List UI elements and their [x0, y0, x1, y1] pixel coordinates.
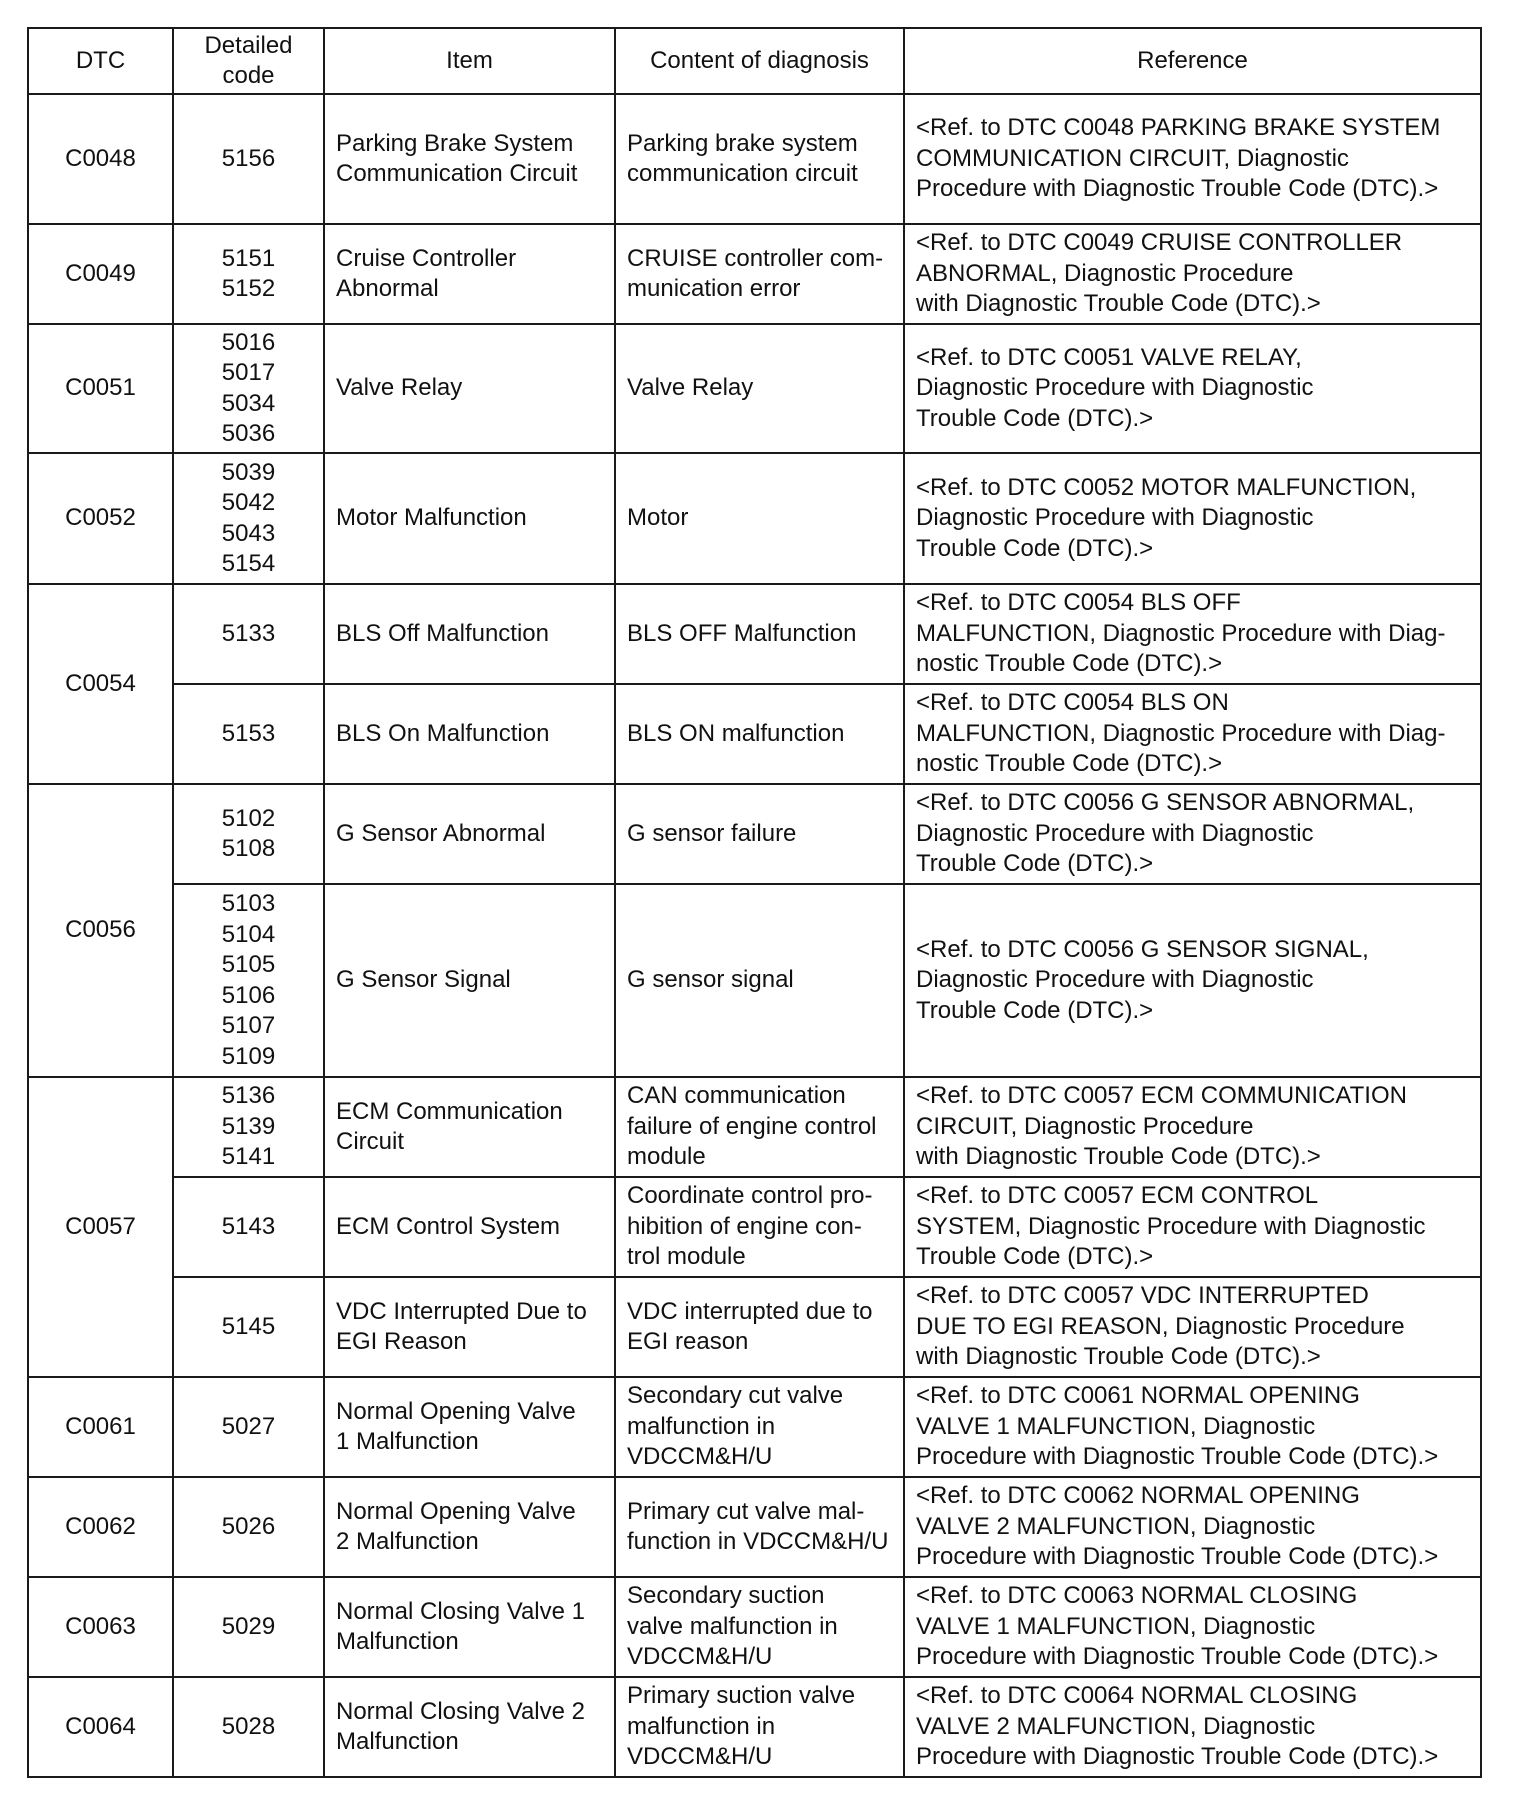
reference-cell-line: COMMUNICATION CIRCUIT, Diagnostic [916, 144, 1349, 172]
item-cell [324, 784, 615, 884]
item-cell-line: G Sensor Signal [336, 966, 511, 994]
content-cell-line: VDC interrupted due to [627, 1297, 873, 1325]
detailed-code-cell [173, 453, 324, 584]
content-cell [615, 1377, 904, 1477]
table-row [28, 1577, 1481, 1677]
detailed-code-cell-line: 5029 [221, 1612, 276, 1640]
reference-cell-line: VALVE 2 MALFUNCTION, Diagnostic [916, 1512, 1316, 1540]
item-cell-line: G Sensor Abnormal [336, 819, 546, 847]
reference-cell [904, 1377, 1481, 1477]
reference-cell-line: <Ref. to DTC C0057 ECM CONTROL [916, 1182, 1319, 1210]
dtc-cell: C0056 [28, 784, 173, 1077]
reference-cell [904, 1577, 1481, 1677]
content-cell [615, 1577, 904, 1677]
content-cell-line: Coordinate control pro- [627, 1182, 873, 1210]
detailed-code-cell-line: 5109 [221, 1042, 276, 1070]
header-dtc: DTC [28, 28, 173, 94]
detailed-code-cell [173, 884, 324, 1077]
reference-cell-line: Trouble Code (DTC).> [916, 996, 1154, 1024]
reference-cell-line: VALVE 2 MALFUNCTION, Diagnostic [916, 1712, 1316, 1740]
item-cell [324, 684, 615, 784]
detailed-code-cell-line: 5153 [221, 719, 276, 747]
header-item: Item [324, 28, 615, 94]
item-cell [324, 1577, 615, 1677]
reference-cell [904, 224, 1481, 324]
reference-cell-line: <Ref. to DTC C0049 CRUISE CONTROLLER [916, 229, 1403, 257]
detailed-code-cell-line: 5152 [221, 275, 276, 302]
content-cell-line: BLS ON malfunction [627, 719, 845, 747]
table-body [28, 94, 1481, 1777]
item-cell-line: Cruise Controller [336, 244, 517, 272]
reference-cell [904, 1277, 1481, 1377]
detailed-code-cell-line: 5151 [221, 244, 276, 272]
table-row [28, 884, 1481, 1077]
reference-cell [904, 584, 1481, 684]
content-cell-line: Secondary cut valve [627, 1382, 844, 1410]
content-cell-line: valve malfunction in [627, 1612, 838, 1640]
reference-cell-line: Diagnostic Procedure with Diagnostic [916, 819, 1314, 847]
detailed-code-cell-line: 5016 [221, 328, 276, 356]
detailed-code-cell-line: 5036 [221, 420, 276, 447]
content-cell-line: VDCCM&H/U [627, 1643, 773, 1671]
content-cell-line: Valve Relay [627, 374, 754, 402]
content-cell [615, 684, 904, 784]
dtc-cell: C0051 [28, 324, 173, 453]
table-row [28, 1177, 1481, 1277]
detailed-code-cell [173, 1677, 324, 1777]
item-cell [324, 1377, 615, 1477]
table-row [28, 1277, 1481, 1377]
header-detailed-code [173, 28, 324, 94]
item-cell [324, 884, 615, 1077]
detailed-code-cell-line: 5156 [221, 144, 276, 172]
item-cell [324, 1277, 615, 1377]
detailed-code-cell [173, 1277, 324, 1377]
reference-cell-line: Procedure with Diagnostic Trouble Code (DTC).> [916, 1643, 1439, 1671]
detailed-code-cell-line: 5105 [221, 951, 276, 978]
item-cell-line: BLS On Malfunction [336, 719, 550, 747]
detailed-code-cell-line: 5139 [221, 1112, 276, 1140]
header-row [28, 28, 1481, 94]
detailed-code-cell [173, 684, 324, 784]
reference-cell [904, 1177, 1481, 1277]
dtc-cell: C0049 [28, 224, 173, 324]
reference-cell-line: MALFUNCTION, Diagnostic Procedure with Diag- [916, 619, 1446, 647]
detailed-code-cell [173, 324, 324, 453]
content-cell-line: G sensor signal [627, 966, 794, 994]
content-cell-line: Primary suction valve [627, 1682, 856, 1710]
detailed-code-cell-line: 5154 [221, 550, 276, 577]
detailed-code-cell-line: 5017 [221, 359, 276, 386]
table-row [28, 1677, 1481, 1777]
content-cell-line: VDCCM&H/U [627, 1743, 773, 1771]
reference-cell-line: Procedure with Diagnostic Trouble Code (DTC).> [916, 1443, 1439, 1471]
reference-cell-line: VALVE 1 MALFUNCTION, Diagnostic [916, 1612, 1316, 1640]
reference-cell-line: Trouble Code (DTC).> [916, 404, 1154, 432]
detailed-code-cell [173, 1077, 324, 1177]
detailed-code-cell [173, 94, 324, 224]
detailed-code-cell-line: 5039 [221, 458, 276, 486]
reference-cell-line: nostic Trouble Code (DTC).> [916, 650, 1223, 678]
detailed-code-cell [173, 784, 324, 884]
content-cell-line: VDCCM&H/U [627, 1443, 773, 1471]
reference-cell-line: Trouble Code (DTC).> [916, 1243, 1154, 1271]
table-row [28, 1377, 1481, 1477]
reference-cell-line: <Ref. to DTC C0057 VDC INTERRUPTED [916, 1282, 1369, 1310]
content-cell [615, 1277, 904, 1377]
item-cell [324, 94, 615, 224]
item-cell-line: Circuit [336, 1128, 405, 1155]
detailed-code-cell [173, 1477, 324, 1577]
content-cell [615, 324, 904, 453]
dtc-table [27, 27, 1482, 1778]
content-cell [615, 453, 904, 584]
item-cell [324, 224, 615, 324]
detailed-code-cell [173, 1577, 324, 1677]
detailed-code-cell-line: 5034 [221, 389, 276, 417]
table-row [28, 784, 1481, 884]
item-cell [324, 1177, 615, 1277]
reference-cell-line: Procedure with Diagnostic Trouble Code (DTC).> [916, 1543, 1439, 1571]
detailed-code-cell-line: 5043 [221, 519, 276, 547]
reference-cell [904, 453, 1481, 584]
content-cell-line: Parking brake system [627, 129, 858, 157]
header-detailed-code-line: Detailed [204, 31, 293, 59]
table-row [28, 324, 1481, 453]
item-cell [324, 453, 615, 584]
reference-cell-line: <Ref. to DTC C0056 G SENSOR SIGNAL, [916, 935, 1369, 963]
detailed-code-cell [173, 224, 324, 324]
dtc-cell: C0063 [28, 1577, 173, 1677]
item-cell-line: ECM Communication [336, 1097, 563, 1125]
reference-cell-line: DUE TO EGI REASON, Diagnostic Procedure [916, 1312, 1405, 1340]
reference-cell-line: <Ref. to DTC C0057 ECM COMMUNICATION [916, 1082, 1407, 1110]
content-cell-line: Primary cut valve mal- [627, 1497, 865, 1525]
header-detailed-code-line: code [222, 62, 275, 89]
reference-cell-line: <Ref. to DTC C0054 BLS ON [916, 689, 1229, 717]
reference-cell-line: with Diagnostic Trouble Code (DTC).> [916, 290, 1321, 318]
reference-cell-line: <Ref. to DTC C0061 NORMAL OPENING [916, 1382, 1360, 1410]
item-cell-line: Communication Circuit [336, 160, 578, 187]
header-reference: Reference [904, 28, 1481, 94]
reference-cell-line: with Diagnostic Trouble Code (DTC).> [916, 1143, 1321, 1171]
detailed-code-cell-line: 5026 [221, 1512, 276, 1540]
reference-cell-line: Procedure with Diagnostic Trouble Code (DTC).> [916, 175, 1439, 203]
item-cell-line: EGI Reason [336, 1328, 467, 1355]
reference-cell-line: VALVE 1 MALFUNCTION, Diagnostic [916, 1412, 1316, 1440]
reference-cell-line: Trouble Code (DTC).> [916, 850, 1154, 878]
content-cell [615, 1077, 904, 1177]
item-cell-line: Normal Closing Valve 1 [336, 1597, 585, 1625]
detailed-code-cell-line: 5042 [221, 489, 276, 516]
table-row [28, 94, 1481, 224]
reference-cell-line: Diagnostic Procedure with Diagnostic [916, 374, 1314, 402]
content-cell [615, 1477, 904, 1577]
table-row [28, 684, 1481, 784]
content-cell-line: Motor [627, 504, 689, 532]
reference-cell-line: SYSTEM, Diagnostic Procedure with Diagnostic [916, 1212, 1426, 1240]
table-row [28, 453, 1481, 584]
content-cell-line: EGI reason [627, 1328, 749, 1355]
item-cell-line: Malfunction [336, 1728, 459, 1755]
detailed-code-cell-line: 5133 [221, 619, 276, 647]
content-cell [615, 584, 904, 684]
dtc-cell: C0057 [28, 1077, 173, 1377]
detailed-code-cell-line: 5102 [221, 804, 276, 832]
dtc-cell: C0062 [28, 1477, 173, 1577]
reference-cell-line: nostic Trouble Code (DTC).> [916, 750, 1223, 778]
reference-cell [904, 884, 1481, 1077]
detailed-code-cell-line: 5143 [221, 1212, 276, 1240]
detailed-code-cell-line: 5136 [221, 1082, 276, 1110]
dtc-cell: C0052 [28, 453, 173, 584]
reference-cell [904, 1677, 1481, 1777]
dtc-cell: C0064 [28, 1677, 173, 1777]
reference-cell-line: with Diagnostic Trouble Code (DTC).> [916, 1343, 1321, 1371]
detailed-code-cell [173, 1177, 324, 1277]
content-cell [615, 1177, 904, 1277]
reference-cell-line: ABNORMAL, Diagnostic Procedure [916, 259, 1294, 287]
item-cell-line: Valve Relay [336, 374, 463, 402]
content-cell-line: malfunction in [627, 1712, 776, 1740]
content-cell [615, 884, 904, 1077]
item-cell [324, 584, 615, 684]
reference-cell-line: <Ref. to DTC C0054 BLS OFF [916, 589, 1241, 617]
reference-cell [904, 324, 1481, 453]
item-cell-line: Motor Malfunction [336, 504, 527, 532]
detailed-code-cell-line: 5104 [221, 920, 276, 948]
reference-cell-line: Diagnostic Procedure with Diagnostic [916, 966, 1314, 994]
content-cell-line: munication error [627, 275, 801, 302]
content-cell-line: G sensor failure [627, 819, 797, 847]
dtc-cell: C0061 [28, 1377, 173, 1477]
detailed-code-cell-line: 5103 [221, 890, 276, 917]
detailed-code-cell-line: 5141 [221, 1143, 276, 1171]
content-cell-line: BLS OFF Malfunction [627, 619, 857, 647]
content-cell [615, 94, 904, 224]
item-cell [324, 1677, 615, 1777]
reference-cell-line: <Ref. to DTC C0051 VALVE RELAY, [916, 343, 1302, 371]
item-cell-line: ECM Control System [336, 1212, 561, 1240]
content-cell-line: CAN communication [627, 1082, 846, 1110]
content-cell [615, 784, 904, 884]
item-cell [324, 1477, 615, 1577]
content-cell [615, 224, 904, 324]
reference-cell-line: <Ref. to DTC C0062 NORMAL OPENING [916, 1482, 1360, 1510]
item-cell-line: Normal Closing Valve 2 [336, 1697, 585, 1725]
item-cell-line: Normal Opening Valve [336, 1497, 576, 1525]
detailed-code-cell-line: 5027 [221, 1412, 276, 1440]
detailed-code-cell-line: 5028 [221, 1712, 276, 1740]
dtc-cell: C0054 [28, 584, 173, 784]
item-cell-line: Abnormal [336, 275, 439, 302]
header-content: Content of diagnosis [615, 28, 904, 94]
reference-cell [904, 94, 1481, 224]
item-cell-line: Malfunction [336, 1628, 459, 1655]
item-cell-line: BLS Off Malfunction [336, 619, 549, 647]
content-cell [615, 1677, 904, 1777]
reference-cell-line: CIRCUIT, Diagnostic Procedure [916, 1112, 1254, 1140]
content-cell-line: malfunction in [627, 1412, 776, 1440]
item-cell [324, 1077, 615, 1177]
reference-cell [904, 784, 1481, 884]
item-cell-line: 2 Malfunction [336, 1528, 479, 1555]
reference-cell-line: Procedure with Diagnostic Trouble Code (DTC).> [916, 1743, 1439, 1771]
detailed-code-cell-line: 5145 [221, 1312, 276, 1340]
reference-cell-line: MALFUNCTION, Diagnostic Procedure with Diag- [916, 719, 1446, 747]
detailed-code-cell-line: 5108 [221, 835, 276, 862]
content-cell-line: trol module [627, 1243, 746, 1271]
reference-cell-line: <Ref. to DTC C0064 NORMAL CLOSING [916, 1682, 1358, 1710]
item-cell-line: Parking Brake System [336, 129, 574, 157]
table-row [28, 1077, 1481, 1177]
detailed-code-cell-line: 5106 [221, 981, 276, 1009]
item-cell-line: 1 Malfunction [336, 1428, 479, 1455]
table-row [28, 224, 1481, 324]
reference-cell [904, 1077, 1481, 1177]
detailed-code-cell [173, 584, 324, 684]
reference-cell-line: <Ref. to DTC C0048 PARKING BRAKE SYSTEM [916, 114, 1441, 142]
detailed-code-cell-line: 5107 [221, 1012, 276, 1039]
detailed-code-cell [173, 1377, 324, 1477]
content-cell-line: function in VDCCM&H/U [627, 1528, 889, 1555]
item-cell-line: Normal Opening Valve [336, 1397, 576, 1425]
item-cell [324, 324, 615, 453]
content-cell-line: hibition of engine con- [627, 1212, 862, 1240]
reference-cell-line: Trouble Code (DTC).> [916, 534, 1154, 562]
table-row [28, 1477, 1481, 1577]
dtc-cell: C0048 [28, 94, 173, 224]
content-cell-line: failure of engine control [627, 1112, 877, 1140]
reference-cell-line: <Ref. to DTC C0056 G SENSOR ABNORMAL, [916, 789, 1415, 817]
reference-cell [904, 1477, 1481, 1577]
content-cell-line: communication circuit [627, 160, 858, 187]
reference-cell-line: <Ref. to DTC C0052 MOTOR MALFUNCTION, [916, 473, 1417, 501]
reference-cell-line: Diagnostic Procedure with Diagnostic [916, 504, 1314, 532]
content-cell-line: CRUISE controller com- [627, 244, 884, 272]
content-cell-line: Secondary suction [627, 1582, 825, 1610]
content-cell-line: module [627, 1143, 706, 1171]
reference-cell-line: <Ref. to DTC C0063 NORMAL CLOSING [916, 1582, 1358, 1610]
item-cell-line: VDC Interrupted Due to [336, 1297, 587, 1325]
reference-cell [904, 684, 1481, 784]
table-row [28, 584, 1481, 684]
